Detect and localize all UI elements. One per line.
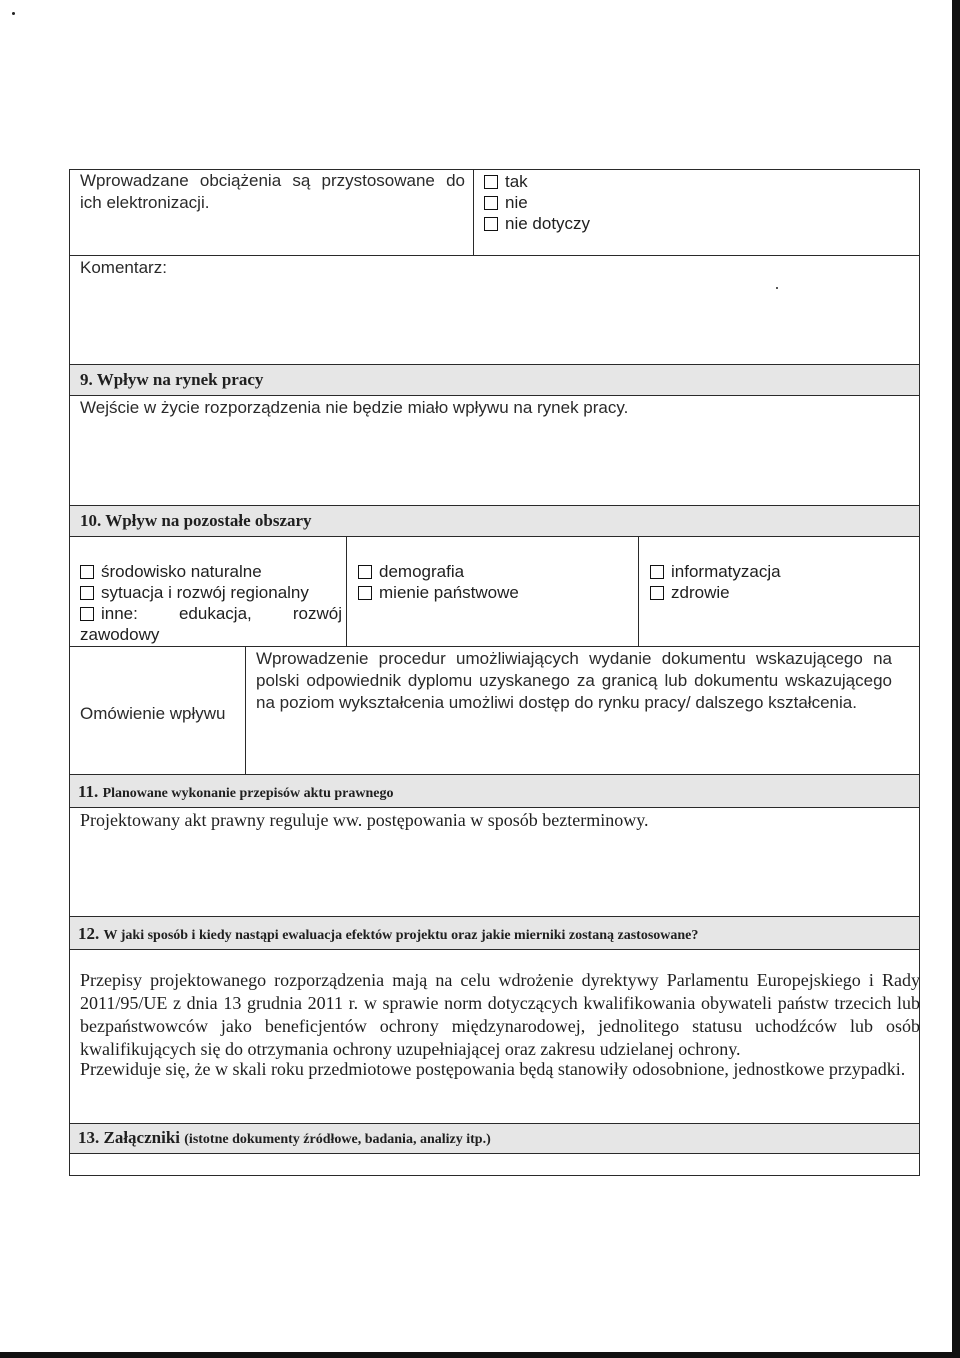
column-divider <box>245 646 246 774</box>
checkbox-icon[interactable] <box>484 175 498 189</box>
impact-label: Omówienie wpływu <box>80 704 226 723</box>
section-title-text: Załączniki <box>103 1128 181 1147</box>
rule <box>69 364 920 365</box>
section-number: 12. <box>78 924 100 943</box>
scan-mark <box>12 12 15 15</box>
option-label: tak <box>505 172 528 191</box>
impact-text: Wprowadzenie procedur umożliwiających wydanie dokumentu wskazującego na polski odpowiednik dyplomu uzyskanego za granicą lub dokumentu wskazującego na poziom wykształcenia umożliwi dostęp do rynku pracy/ dalszego kształcenia. <box>256 649 892 712</box>
frame-left <box>69 169 70 1176</box>
section-11-title <box>78 782 393 802</box>
rule <box>69 646 920 647</box>
rule <box>69 536 920 537</box>
rule <box>69 949 920 950</box>
section-9-text: Wejście w życie rozporządzenia nie będzie miało wpływu na rynek pracy. <box>80 398 629 417</box>
option-nie-dotyczy[interactable] <box>484 213 590 234</box>
option-label: demografia <box>379 562 465 581</box>
section-number: 13. <box>78 1128 100 1147</box>
checkbox-icon[interactable] <box>650 586 664 600</box>
section-13-title <box>78 1128 491 1148</box>
option-sytuacja-regionalna[interactable] <box>80 582 309 603</box>
section-title-text: Planowane wykonanie przepisów aktu prawnego <box>102 786 394 801</box>
checkbox-icon[interactable] <box>484 196 498 210</box>
rule <box>69 807 920 808</box>
rule <box>69 395 920 396</box>
rule <box>69 1153 920 1154</box>
section-10-title: 10. Wpływ na pozostałe obszary <box>80 511 312 530</box>
option-label: nie dotyczy <box>505 214 591 233</box>
checkbox-icon[interactable] <box>650 565 664 579</box>
option-label: nie <box>505 193 528 212</box>
comment-label: Komentarz: <box>80 258 167 277</box>
option-tak[interactable] <box>484 171 528 192</box>
section-12-paragraph-1: Przepisy projektowanego rozporządzenia mają na celu wdrożenie dyrektywy Parlamentu Europejskiego i Rady 2011/95/UE z dnia 13 grudnia 2011 r. w sprawie norm dotyczących kwalifikowania obywateli państw trzecich lub bezpaństwowców jako beneficjentów ochrony międzynarodowej, jednolitego statusu uchodźców lub osób kwalifikujących się do otrzymania ochrony uzupełniającej oraz zakresu udzielanej ochrony. <box>80 970 920 1059</box>
section-title-text: W jaki sposób i kiedy nastąpi ewaluacja efektów projektu oraz jakie mierniki zostaną zastosowane? <box>103 928 699 943</box>
option-mienie-panstwowe[interactable] <box>358 582 519 603</box>
compat-divider <box>473 169 474 255</box>
checkbox-icon[interactable] <box>80 586 94 600</box>
rule <box>69 255 920 256</box>
rule <box>69 505 920 506</box>
rule-bottom <box>69 1175 920 1176</box>
checkbox-icon[interactable] <box>484 217 498 231</box>
option-srodowisko[interactable] <box>80 561 262 582</box>
scan-edge-right <box>952 0 960 1358</box>
option-label: mienie państwowe <box>379 583 519 602</box>
section-11-text: Projektowany akt prawny reguluje ww. postępowania w sposób bezterminowy. <box>80 810 649 830</box>
section-12-title <box>78 924 698 944</box>
checkbox-icon[interactable] <box>358 586 372 600</box>
option-zdrowie[interactable] <box>650 582 730 603</box>
option-informatyzacja[interactable] <box>650 561 781 582</box>
section-title-subtext: (istotne dokumenty źródłowe, badania, analizy itp.) <box>184 1132 491 1147</box>
option-nie[interactable] <box>484 192 528 213</box>
scan-mark <box>776 287 778 289</box>
option-label: środowisko naturalne <box>101 562 262 581</box>
checkbox-icon[interactable] <box>80 607 94 621</box>
option-label: informatyzacja <box>671 562 781 581</box>
compat-question: Wprowadzane obciążenia są przystosowane do ich elektronizacji. <box>80 171 465 212</box>
rule <box>69 916 920 917</box>
section-12-paragraph-2: Przewiduje się, że w skali roku przedmiotowe postępowania będą stanowiły odosobnione, jednostkowe przypadki. <box>80 1059 906 1079</box>
rule <box>69 774 920 775</box>
option-label: sytuacja i rozwój regionalny <box>101 583 309 602</box>
checkbox-icon[interactable] <box>358 565 372 579</box>
column-divider <box>638 536 639 646</box>
option-inne[interactable] <box>80 603 342 645</box>
option-label: zdrowie <box>671 583 730 602</box>
option-label: inne: edukacja, rozwój zawodowy <box>80 604 342 644</box>
rule <box>69 1123 920 1124</box>
option-demografia[interactable] <box>358 561 464 582</box>
section-number: 11. <box>78 782 99 801</box>
section-9-title: 9. Wpływ na rynek pracy <box>80 370 264 389</box>
column-divider <box>346 536 347 646</box>
scan-edge-bottom <box>0 1352 960 1358</box>
checkbox-icon[interactable] <box>80 565 94 579</box>
